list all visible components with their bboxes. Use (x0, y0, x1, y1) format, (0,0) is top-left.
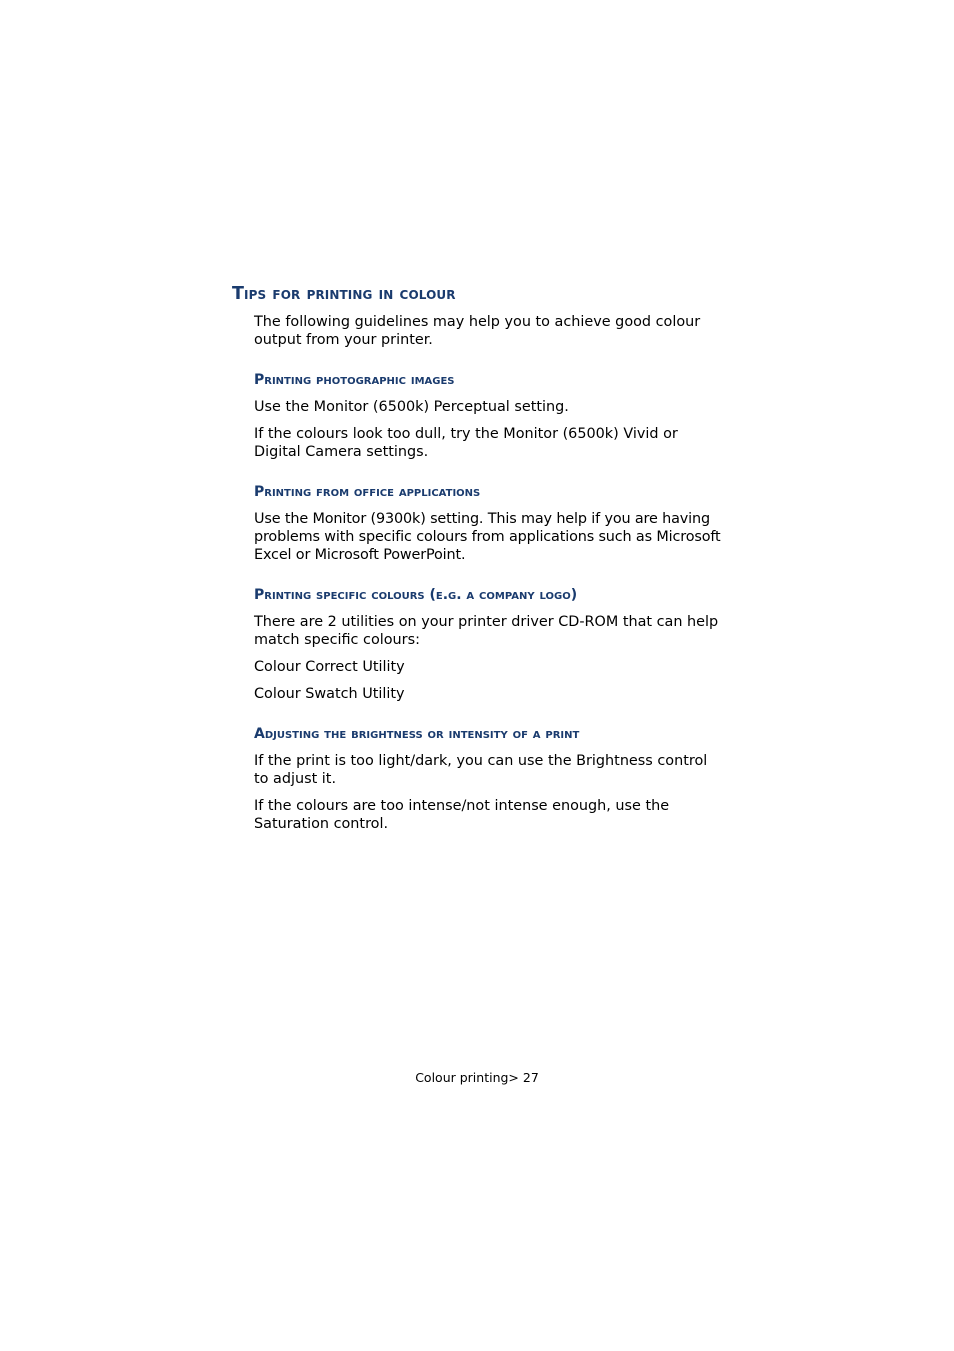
page-footer: Colour printing> 27 (415, 1070, 539, 1085)
subsection-heading-photographic: Printing photographic images (254, 372, 455, 388)
subsection-heading-brightness: Adjusting the brightness or intensity of a print (254, 726, 580, 742)
subsection-heading-specific-colours: Printing specific colours (e.g. a company logo) (254, 587, 578, 603)
paragraph: If the colours are too intense/not intense enough, use the Saturation control. (254, 798, 670, 832)
utility-item: Colour Correct Utility (254, 659, 405, 675)
subsection-heading-office: Printing from office applications (254, 484, 481, 500)
section-title: Tips for printing in colour (232, 284, 456, 304)
paragraph: If the colours look too dull, try the Monitor (6500k) Vivid or Digital Camera settings. (254, 426, 678, 460)
paragraph: There are 2 utilities on your printer driver CD-ROM that can help match specific colours: (254, 614, 719, 648)
paragraph: If the print is too light/dark, you can use the Brightness control to adjust it. (254, 753, 708, 787)
paragraph: Use the Monitor (9300k) setting. This may help if you are having problems with specific colours from applications such as Microsoft Excel or Microsoft PowerPoint. (254, 511, 721, 563)
paragraph: Use the Monitor (6500k) Perceptual setting. (254, 399, 569, 415)
intro-paragraph: The following guidelines may help you to achieve good colour output from your printer. (254, 314, 701, 348)
utility-item: Colour Swatch Utility (254, 686, 405, 702)
section-body (254, 313, 724, 842)
